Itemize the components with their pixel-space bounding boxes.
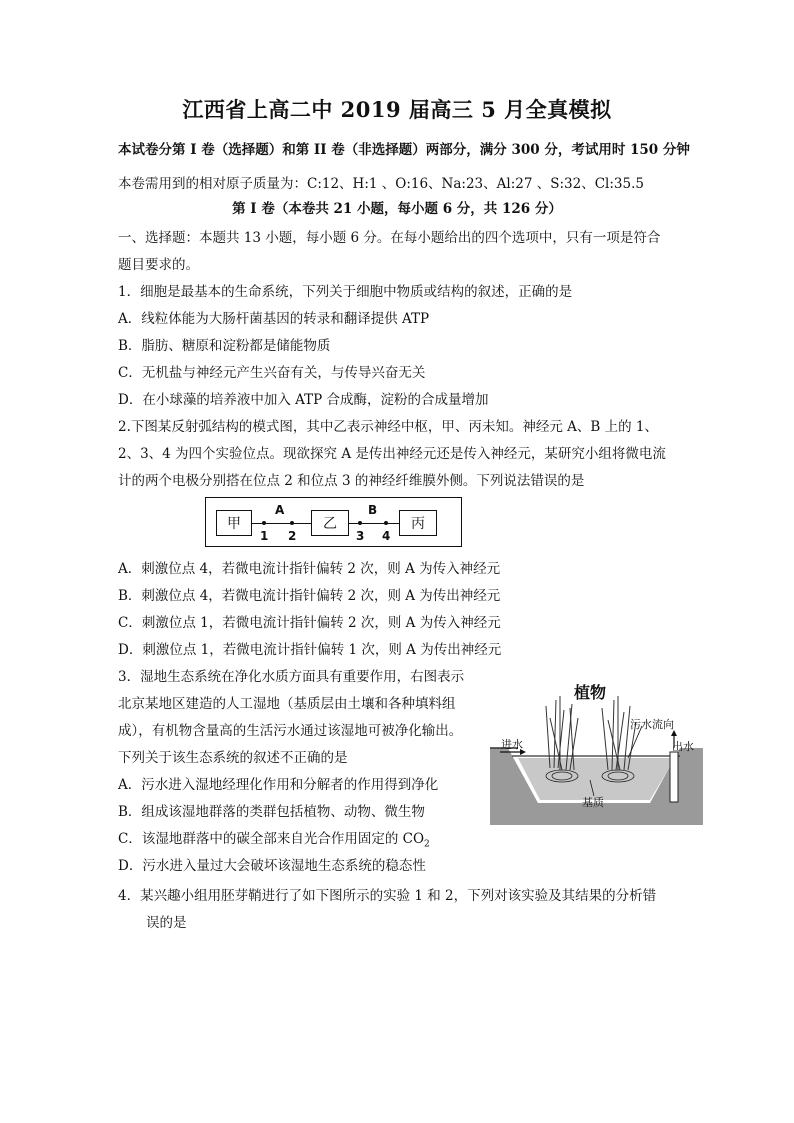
wetland-label-substrate: 基质 [582, 796, 604, 809]
q2-option-a: A．刺激位点 4，若微电流计指针偏转 2 次，则 A 为传入神经元 [118, 561, 501, 577]
label-a: A [275, 503, 285, 517]
label-site-2: 2 [288, 529, 297, 543]
instructions-line-1: 一、选择题：本题共 13 小题，每小题 6 分。在每小题给出的四个选项中，只有一项是符合 [118, 230, 661, 246]
q2-stem-line-1: 2.下图某反射弧结构的模式图，其中乙表示神经中枢，甲、丙未知。神经元 A、B 上的 1、 [118, 419, 659, 435]
q1-stem: 1．细胞是最基本的生命系统，下列关于细胞中物质或结构的叙述，正确的是 [118, 284, 573, 300]
q3-stem-line-2: 北京某地区建造的人工湿地（基质层由土壤和各种填料组 [118, 696, 456, 712]
label-site-3: 3 [356, 529, 365, 543]
q3-option-d: D．污水进入量过大会破坏该湿地生态系统的稳态性 [118, 858, 426, 874]
q2-option-b: B．刺激位点 4，若微电流计指针偏转 2 次，则 A 为传出神经元 [118, 588, 501, 604]
q3-option-b: B．组成该湿地群落的类群包括植物、动物、微生物 [118, 804, 425, 820]
wetland-label-inlet: 进水 [501, 738, 523, 751]
neuron-b-line [349, 523, 399, 524]
q3-option-c-text: C．该湿地群落中的碳全部来自光合作用固定的 CO [118, 831, 425, 847]
q3-option-c [118, 827, 430, 850]
q2-option-d: D．刺激位点 1，若微电流计指针偏转 1 次，则 A 为传出神经元 [118, 642, 502, 658]
q1-option-b: B．脂肪、糖原和淀粉都是储能物质 [118, 338, 331, 354]
q1-option-d: D．在小球藻的培养液中加入 ATP 合成酶，淀粉的合成量增加 [118, 392, 489, 408]
co2-subscript: 2 [424, 839, 430, 850]
q1-option-c: C．无机盐与神经元产生兴奋有关，与传导兴奋无关 [118, 365, 426, 381]
site-3-dot [358, 521, 362, 525]
reflex-arc-diagram [205, 497, 462, 547]
neuron-a-line [252, 523, 311, 524]
q3-stem-line-1: 3．湿地生态系统在净化水质方面具有重要作用，右图表示 [118, 669, 465, 685]
label-b: B [368, 503, 378, 517]
q2-option-c: C．刺激位点 1，若微电流计指针偏转 2 次，则 A 为传入神经元 [118, 615, 501, 631]
q3-stem-line-3: 成），有机物含量高的生活污水通过该湿地可被净化输出。 [118, 723, 463, 739]
section-title: 第 I 卷（本卷共 21 小题，每小题 6 分，共 126 分） [232, 201, 562, 217]
instructions-line-2: 题目要求的。 [118, 257, 199, 273]
exam-subtitle: 本试卷分第 I 卷（选择题）和第 II 卷（非选择题）两部分，满分 300 分，考试用时 150 分钟 [118, 142, 690, 158]
wetland-label-plants: 植物 [574, 683, 607, 702]
q3-option-a: A．污水进入湿地经理化作用和分解者的作用得到净化 [118, 777, 439, 793]
site-2-dot [290, 521, 294, 525]
node-bing: 丙 [399, 510, 437, 536]
label-site-1: 1 [260, 529, 269, 543]
node-jia: 甲 [216, 510, 252, 536]
q4-stem-line-1: 4．某兴趣小组用胚芽鞘进行了如下图所示的实验 1 和 2，下列对该实验及其结果的分析错 [118, 888, 657, 904]
page-title: 江西省上高二中 2019 届高三 5 月全真模拟 [182, 97, 612, 122]
q3-stem-line-4: 下列关于该生态系统的叙述不正确的是 [118, 750, 348, 766]
q4-stem-line-2: 误的是 [146, 915, 187, 931]
site-4-dot [384, 521, 388, 525]
node-yi: 乙 [311, 510, 349, 536]
q2-stem-line-2: 2、3、4 为四个实验位点。现欲探究 A 是传出神经元还是传入神经元，某研究小组将微电流 [118, 446, 666, 462]
label-site-4: 4 [382, 529, 391, 543]
wetland-label-flow: 污水流向 [630, 718, 674, 731]
wetland-label-outlet: 出水 [672, 740, 694, 753]
atomic-mass-note: 本卷需用到的相对原子质量为：C:12、H:1 、O:16、Na:23、Al:27 、S:32、Cl:35.5 [118, 176, 644, 192]
q1-option-a: A．线粒体能为大肠杆菌基因的转录和翻译提供 ATP [118, 311, 430, 327]
q2-stem-line-3: 计的两个电极分别搭在位点 2 和位点 3 的神经纤维膜外侧。下列说法错误的是 [118, 473, 585, 489]
site-1-dot [262, 521, 266, 525]
